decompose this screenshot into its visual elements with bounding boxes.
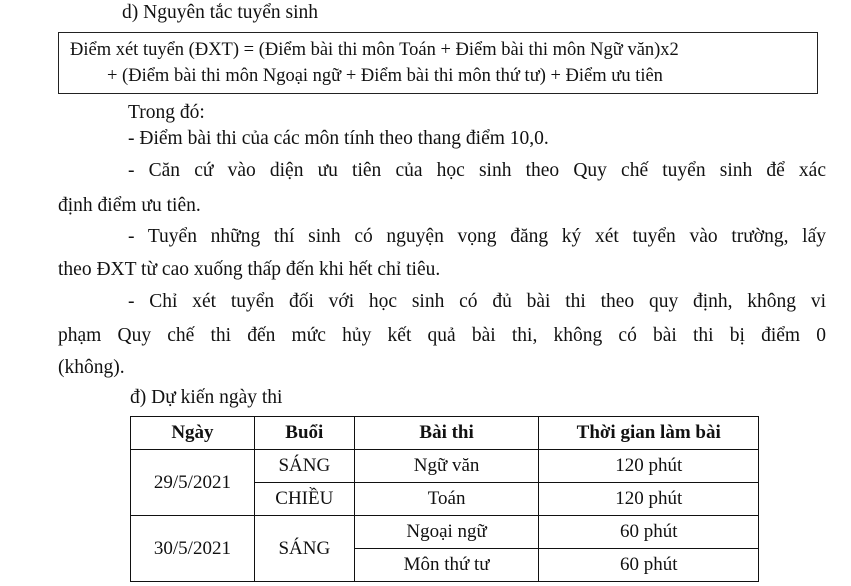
table-header-row xyxy=(131,417,759,450)
cell-session: SÁNG xyxy=(254,516,354,582)
cell-duration: 60 phút xyxy=(539,549,759,582)
cell-date: 30/5/2021 xyxy=(131,516,255,582)
header-duration: Thời gian làm bài xyxy=(539,417,759,450)
bullet-priority-line-2: định điểm ưu tiên. xyxy=(58,195,201,216)
bullet-ranking-line-1: - Tuyển những thí sinh có nguyện vọng đăng ký xét tuyển vào trường, lấy xyxy=(128,226,826,247)
bullet-eligibility-line-1: - Chỉ xét tuyển đối với học sinh có đủ bài thi theo quy định, không vi xyxy=(128,291,826,312)
where-label: Trong đó: xyxy=(128,102,205,123)
formula-box xyxy=(58,32,818,94)
bullet-priority-line-1: - Căn cứ vào diện ưu tiên của học sinh theo Quy chế tuyển sinh để xác xyxy=(128,160,826,181)
bullet-ranking-line-2: theo ĐXT từ cao xuống thấp đến khi hết chỉ tiêu. xyxy=(58,259,441,280)
bullet-eligibility-line-3: (không). xyxy=(58,357,125,378)
formula-line-1: Điểm xét tuyển (ĐXT) = (Điểm bài thi môn Toán + Điểm bài thi môn Ngữ văn)x2 xyxy=(70,40,679,60)
header-session: Buổi xyxy=(254,417,354,450)
header-exam: Bài thi xyxy=(354,417,539,450)
cell-date: 29/5/2021 xyxy=(131,450,255,516)
cell-exam: Toán xyxy=(354,483,539,516)
formula-line-2: + (Điểm bài thi môn Ngoại ngữ + Điểm bài thi môn thứ tư) + Điểm ưu tiên xyxy=(107,66,663,86)
header-date: Ngày xyxy=(131,417,255,450)
exam-schedule-table xyxy=(130,416,759,582)
table-row xyxy=(131,450,759,483)
cell-duration: 120 phút xyxy=(539,483,759,516)
cell-duration: 60 phút xyxy=(539,516,759,549)
principles-heading: d) Nguyên tắc tuyển sinh xyxy=(122,2,319,23)
schedule-heading: đ) Dự kiến ngày thi xyxy=(130,387,283,408)
cell-exam: Môn thứ tư xyxy=(354,549,539,582)
bullet-eligibility-line-2: phạm Quy chế thi đến mức hủy kết quả bài thi, không có bài thi bị điểm 0 xyxy=(58,325,826,346)
cell-duration: 120 phút xyxy=(539,450,759,483)
cell-session: CHIỀU xyxy=(254,483,354,516)
cell-exam: Ngoại ngữ xyxy=(354,516,539,549)
cell-exam: Ngữ văn xyxy=(354,450,539,483)
cell-session: SÁNG xyxy=(254,450,354,483)
bullet-score-scale: - Điểm bài thi của các môn tính theo thang điểm 10,0. xyxy=(128,128,549,149)
table-row xyxy=(131,516,759,549)
